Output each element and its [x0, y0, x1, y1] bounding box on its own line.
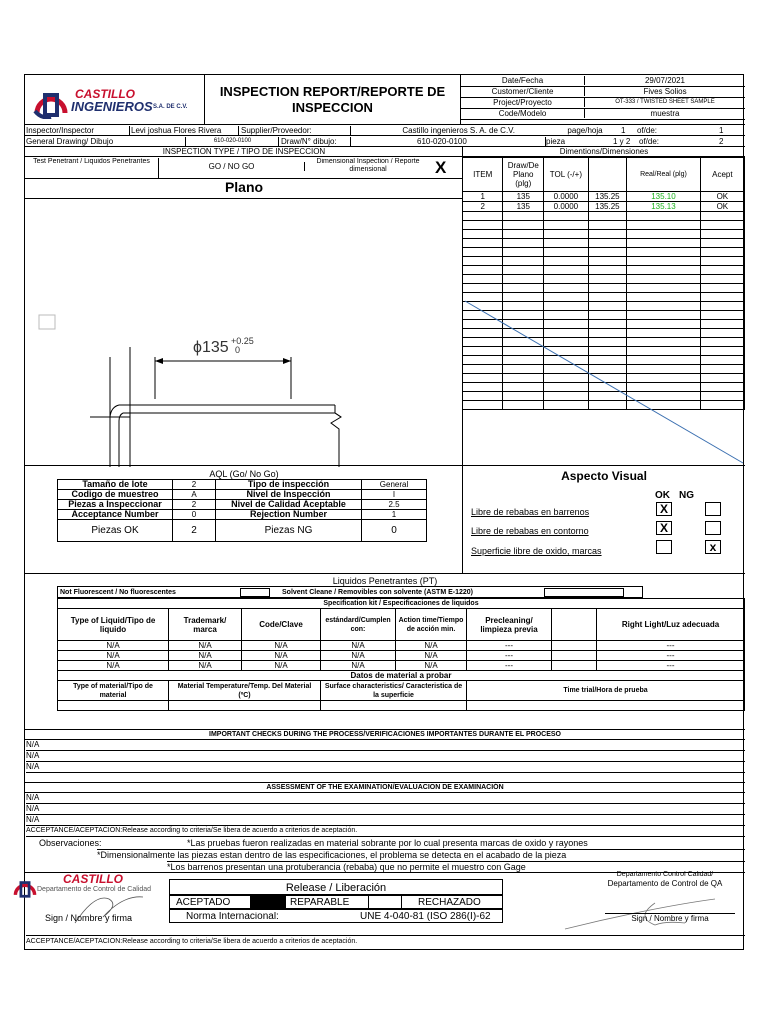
drawing-value: 610-020-0100 — [187, 137, 279, 146]
dim-empty-cell — [503, 212, 544, 221]
dim-empty-cell — [700, 275, 744, 284]
inspector-value: Levi joshua Flores Rivera — [131, 126, 239, 135]
dim-cell: OK — [700, 202, 744, 212]
inspector-sign-label: Sign / Nombre y firma — [45, 913, 133, 923]
pt-kit-table — [57, 598, 745, 711]
company-logo — [25, 75, 205, 125]
dim-empty-cell — [627, 212, 701, 221]
dim-cell: 135 — [503, 202, 544, 212]
sample-code-value: A — [173, 490, 216, 500]
release-title-box — [169, 879, 503, 895]
dim-cell: 135.25 — [588, 202, 627, 212]
plano-title: Plano — [224, 179, 264, 195]
lot-size-value: 2 — [173, 480, 216, 490]
status-rechazado-label: RECHAZADO — [418, 898, 481, 908]
pieza-of-label: of/de: — [639, 137, 660, 146]
meta-value: Fives Solios — [585, 86, 745, 96]
dim-empty-cell — [627, 248, 701, 257]
pt-kit-cell: N/A — [321, 661, 396, 671]
pt-kit-cell: N/A — [396, 651, 467, 661]
dim-empty-cell — [544, 257, 588, 266]
inspector-department: Departamento de Control de Calidad — [37, 886, 152, 893]
dim-empty-cell — [503, 257, 544, 266]
penetrant-panel — [25, 573, 745, 729]
pieces-to-inspect-label: Piezas a Inspeccionar — [58, 500, 173, 510]
drawn-value: 610-020-0100 — [417, 137, 467, 146]
page-label: page/hoja — [567, 126, 603, 135]
dim-empty-cell — [544, 230, 588, 239]
dim-empty-cell — [503, 239, 544, 248]
sample-code-label: Codigo de muestreo — [58, 490, 173, 500]
pt-kit-header — [552, 609, 597, 641]
drawing-label: General Drawing/ Dibujo — [26, 137, 186, 146]
dim-header-cell — [588, 158, 627, 192]
pt-kit-header: Action time/Tiempo de acción min. — [396, 609, 467, 641]
info-row-2 — [25, 136, 745, 147]
pt-kit-cell — [552, 661, 597, 671]
pt-kit-cell: --- — [467, 661, 552, 671]
dim-header-cell: Draw/De Plano (plg) — [503, 158, 544, 192]
dim-empty-cell — [544, 284, 588, 293]
inspector-label: Inspector/Inspector — [26, 126, 130, 135]
qa-title-line2: Departamento de Control de QA — [607, 879, 723, 888]
pt-kit-cell: N/A — [242, 661, 321, 671]
page-of-label: of/de: — [637, 126, 658, 135]
pt-kit-header: Type of Liquid/Tipo de liquido — [58, 609, 169, 641]
dim-cell: 0.0000 — [544, 202, 588, 212]
acceptance-statement: ACCEPTANCE/ACEPTACION:Release according to criteria/Se libera de acuerdo a criterios de aceptación. — [26, 826, 745, 837]
pieza-label: pieza — [545, 137, 585, 146]
pieces-to-inspect-value: 2 — [173, 500, 216, 510]
part-drawing — [35, 287, 455, 467]
pt-kit-cell: N/A — [169, 651, 242, 661]
dim-empty-cell — [627, 257, 701, 266]
dim-empty-cell — [503, 275, 544, 284]
pt-kit-cell: N/A — [169, 661, 242, 671]
dim-header-cell: TOL (-/+) — [544, 158, 588, 192]
dim-empty-cell — [503, 266, 544, 275]
dim-empty-cell — [463, 257, 503, 266]
drawing-tol-plus: +0.25 — [231, 336, 254, 346]
pt-title: Liquidos Penetrantes (PT) — [332, 576, 438, 586]
pt-kit-cell — [552, 641, 597, 651]
meta-label: Date/Fecha — [461, 76, 585, 85]
logo-text-suffix: S.A. DE C.V. — [153, 104, 188, 110]
pieces-ng-label: Piezas NG — [216, 520, 362, 542]
dimensions-title: Dimentions/Dimensiones — [463, 147, 745, 157]
dim-empty-cell — [588, 284, 627, 293]
aql-panel — [25, 465, 463, 573]
aql-table — [57, 479, 427, 542]
acceptance-number-label: Acceptance Number — [58, 510, 173, 520]
status-aceptado-label: ACEPTADO — [176, 898, 231, 908]
visual-aspect-title: Aspecto Visual — [561, 469, 647, 483]
visual-item-ng-checkbox[interactable] — [705, 502, 721, 516]
pt-kit-cell: N/A — [58, 661, 169, 671]
inspection-type-title: INSPECTION TYPE / TIPO DE INSPECCION — [25, 147, 463, 157]
pieces-ok-label: Piezas OK — [58, 520, 173, 542]
dim-cell: 135.10 — [627, 192, 701, 202]
dim-empty-cell — [544, 239, 588, 248]
dim-empty-cell — [463, 275, 503, 284]
dim-empty-cell — [463, 221, 503, 230]
pt-kit-cell: N/A — [242, 641, 321, 651]
dim-empty-cell — [700, 284, 744, 293]
meta-value: muestra — [585, 108, 745, 118]
status-reparable-label: REPARABLE — [290, 898, 350, 908]
dim-empty-cell — [588, 275, 627, 284]
pt-kit-header: Trademark/ marca — [169, 609, 242, 641]
not-fluorescent-label: Not Fluorescent / No fluorescentes — [60, 589, 176, 596]
material-title: Datos de material a probar — [58, 671, 745, 681]
dim-empty-cell — [588, 257, 627, 266]
pt-kit-header: estándard/Cumplen con: — [321, 609, 396, 641]
dim-empty-cell — [544, 248, 588, 257]
dim-empty-cell — [627, 230, 701, 239]
rejection-number-value: 1 — [362, 510, 427, 520]
dim-empty-cell — [588, 266, 627, 275]
dim-cell: 0.0000 — [544, 192, 588, 202]
page-total: 1 — [719, 126, 724, 135]
dim-cell: 1 — [463, 192, 503, 202]
dim-cell: 135.25 — [588, 192, 627, 202]
visual-item-ok-checkbox[interactable]: X — [656, 502, 672, 516]
dim-empty-cell — [627, 221, 701, 230]
logo-text-ingenieros: INGENIEROS — [71, 99, 153, 114]
dim-empty-cell — [463, 212, 503, 221]
material-header: Type of material/Tipo de material — [58, 681, 169, 701]
pt-kit-cell: N/A — [396, 661, 467, 671]
release-title: Release / Liberación — [285, 882, 387, 894]
dim-empty-cell — [463, 239, 503, 248]
dim-empty-cell — [588, 230, 627, 239]
inspection-level-label: Nivel de Inspección — [216, 490, 362, 500]
checks-title: IMPORTANT CHECKS DURING THE PROCESS/VERIFICACIONES IMPORTANTES DURANTE EL PROCESO — [25, 730, 745, 740]
void-diagonal-line — [463, 299, 745, 465]
dim-header-cell: ITEM — [463, 158, 503, 192]
dim-empty-cell — [627, 239, 701, 248]
aql-level-label: Nivel de Calidad Aceptable — [216, 500, 362, 510]
dimensions-panel — [463, 147, 745, 465]
drawing-dimension-text: ϕ135 — [193, 339, 229, 356]
release-logo-castillo: CASTILLO — [63, 872, 123, 886]
dim-empty-cell — [544, 212, 588, 221]
aql-level-value: 2.5 — [362, 500, 427, 510]
pt-type-label: Test Penetrant / Liquidos Penetrantes — [25, 158, 159, 178]
assessment-row: N/A — [26, 815, 745, 826]
dim-empty-cell — [700, 257, 744, 266]
pieza-value: 1 y 2 — [613, 137, 631, 146]
dim-empty-cell — [463, 230, 503, 239]
check-row: N/A — [26, 740, 745, 751]
dim-empty-cell — [463, 248, 503, 257]
dim-empty-cell — [700, 266, 744, 275]
observation-line: *Los barrenos presentan una protuberancia (rebaba) que no permite el muestro con Gage — [167, 861, 745, 872]
dim-cell: OK — [700, 192, 744, 202]
meta-value: OT-333 / TWISTED SHEET SAMPLE — [585, 97, 745, 107]
dim-empty-cell — [627, 284, 701, 293]
pieces-ng-value: 0 — [362, 520, 427, 542]
dim-empty-cell — [463, 266, 503, 275]
inspection-level-value: I — [362, 490, 427, 500]
pieces-ok-value: 2 — [173, 520, 216, 542]
meta-label: Code/Modelo — [461, 108, 585, 118]
visual-item-label: Libre de rebabas en contorno — [471, 526, 589, 536]
inspection-kind-label: Tipo de inspección — [216, 480, 362, 490]
visual-item-ok-checkbox[interactable] — [656, 540, 672, 554]
check-row: N/A — [26, 762, 745, 773]
dim-empty-cell — [700, 230, 744, 239]
pt-kit-cell: N/A — [396, 641, 467, 651]
pt-kit-cell: --- — [597, 651, 745, 661]
release-status-row — [169, 895, 503, 909]
inspection-report-page — [24, 74, 744, 950]
status-reparable-box[interactable] — [368, 896, 402, 908]
pt-kit-header: Right Light/Luz adecuada — [597, 609, 745, 641]
inspection-kind-value: General — [362, 480, 427, 490]
solvent-checkbox[interactable] — [544, 588, 624, 597]
inspection-type-panel — [25, 147, 463, 465]
logo-mark-icon — [31, 81, 71, 119]
observation-line: *Las pruebas fueron realizadas en material sobrante por lo cual presenta marcas de oxido y rayones — [187, 838, 588, 848]
pt-kit-cell: N/A — [242, 651, 321, 661]
logo-text-castillo: CASTILLO — [75, 87, 135, 101]
dim-empty-cell — [700, 239, 744, 248]
pt-kit-cell: N/A — [58, 651, 169, 661]
visual-item-label: Superficie libre de oxido, marcas — [471, 546, 602, 556]
report-title: INSPECTION REPORT/REPORTE DE INSPECCION — [205, 75, 461, 125]
drawing-placeholder-box — [39, 315, 55, 329]
visual-aspect-panel — [463, 465, 745, 573]
dim-empty-cell — [588, 248, 627, 257]
qa-title-line1: Departamento Control Calidad/ — [616, 871, 714, 878]
lot-size-label: Tamaño de lote — [58, 480, 173, 490]
check-row: N/A — [26, 751, 745, 762]
gonogo-type-label: GO / NO GO — [159, 162, 305, 171]
dim-type-label: Dimensional Inspection / Reporte dimensional — [316, 158, 420, 173]
page-value: 1 — [621, 126, 626, 135]
qa-sign-label: Sign / Nombre y firma — [605, 913, 735, 924]
dim-header-cell: Real/Real (plg) — [627, 158, 701, 192]
dim-empty-cell — [463, 284, 503, 293]
supplier-label: Supplier/Proveedor: — [241, 126, 351, 135]
aql-title: AQL (Go/ No Go) — [209, 469, 279, 479]
norma-value: UNE 4-040-81 (ISO 286(I)-62 — [360, 912, 491, 922]
release-panel — [25, 872, 745, 951]
pieza-total: 2 — [719, 137, 724, 146]
pt-kit-cell: N/A — [58, 641, 169, 651]
checks-assessment-panel — [25, 729, 745, 861]
meta-value: 29/07/2021 — [644, 76, 686, 85]
pt-kit-title: Specification kit / Especificaciones de liquidos — [58, 599, 745, 609]
dim-cell: 135 — [503, 192, 544, 202]
dim-cell: 2 — [463, 202, 503, 212]
dim-empty-cell — [503, 221, 544, 230]
visual-item-ng-checkbox[interactable]: x — [705, 540, 721, 554]
dim-empty-cell — [700, 212, 744, 221]
dim-empty-cell — [627, 266, 701, 275]
pt-kit-cell — [552, 651, 597, 661]
pt-method-row — [57, 586, 643, 598]
pt-kit-cell: N/A — [169, 641, 242, 651]
assessment-title: ASSESSMENT OF THE EXAMINATION/EVALUACION DE EXAMINACIÓN — [25, 783, 745, 793]
dim-empty-cell — [544, 275, 588, 284]
release-acceptance-statement: ACCEPTANCE/ACEPTACION:Release according to criteria/Se libera de acuerdo a criterios de aceptación. — [26, 935, 745, 947]
solvent-label: Solvent Cleane / Removibles con solvente (ASTM E-1220) — [282, 589, 473, 596]
meta-label: Customer/Cliente — [461, 86, 585, 96]
observations-label: Observaciones: — [39, 838, 102, 848]
dim-empty-cell — [588, 212, 627, 221]
norma-row — [169, 909, 503, 923]
supplier-value: Castillo ingenieros S. A. de C.V. — [402, 126, 515, 135]
dim-empty-cell — [588, 239, 627, 248]
dim-empty-cell — [544, 221, 588, 230]
dim-empty-cell — [503, 248, 544, 257]
visual-ng-header: NG — [679, 490, 694, 501]
pt-kit-header: Code/Clave — [242, 609, 321, 641]
meta-label: Project/Proyecto — [461, 97, 585, 107]
release-logo-mark-icon — [11, 873, 39, 899]
norma-label: Norma Internacional: — [186, 912, 279, 922]
status-aceptado-marker[interactable] — [250, 896, 286, 908]
dim-empty-cell — [627, 275, 701, 284]
assessment-row: N/A — [26, 804, 745, 815]
assessment-row: N/A — [26, 793, 745, 804]
header-meta — [461, 75, 745, 125]
rejection-number-label: Rejection Number — [216, 510, 362, 520]
pt-kit-cell: --- — [597, 661, 745, 671]
pt-kit-cell: N/A — [321, 651, 396, 661]
material-header: Surface characteristics/ Caracteristica de la superficie — [321, 681, 467, 701]
dim-empty-cell — [588, 221, 627, 230]
dim-header-cell: Acept — [700, 158, 744, 192]
visual-ok-header: OK — [655, 490, 670, 501]
visual-item-ok-checkbox[interactable]: X — [656, 521, 672, 535]
material-header: Time trial/Hora de prueba — [467, 681, 745, 701]
pt-kit-header: Precleaning/ limpieza previa — [467, 609, 552, 641]
visual-item-label: Libre de rebabas en barrenos — [471, 507, 590, 517]
pt-kit-cell: N/A — [321, 641, 396, 651]
material-header: Material Temperature/Temp. Del Material (ºC) — [169, 681, 321, 701]
drawn-label: Draw/N° dibujo: — [281, 137, 351, 146]
pt-kit-cell: --- — [467, 651, 552, 661]
not-fluorescent-checkbox[interactable] — [240, 588, 270, 597]
dim-cell: 135.13 — [627, 202, 701, 212]
dim-empty-cell — [503, 230, 544, 239]
acceptance-number-value: 0 — [173, 510, 216, 520]
drawing-tol-minus: 0 — [235, 345, 241, 355]
info-row-1 — [25, 125, 745, 136]
dim-empty-cell — [544, 266, 588, 275]
observation-line: *Dimensionalmente las piezas estan dentro de las especificaciones, el problema se detecta en el acabado de la pieza — [97, 849, 745, 860]
pt-kit-cell: --- — [467, 641, 552, 651]
dim-type-check: X — [435, 158, 447, 177]
dim-empty-cell — [700, 248, 744, 257]
visual-item-ng-checkbox[interactable] — [705, 521, 721, 535]
dim-empty-cell — [700, 221, 744, 230]
dim-empty-cell — [503, 284, 544, 293]
pt-kit-cell: --- — [597, 641, 745, 651]
